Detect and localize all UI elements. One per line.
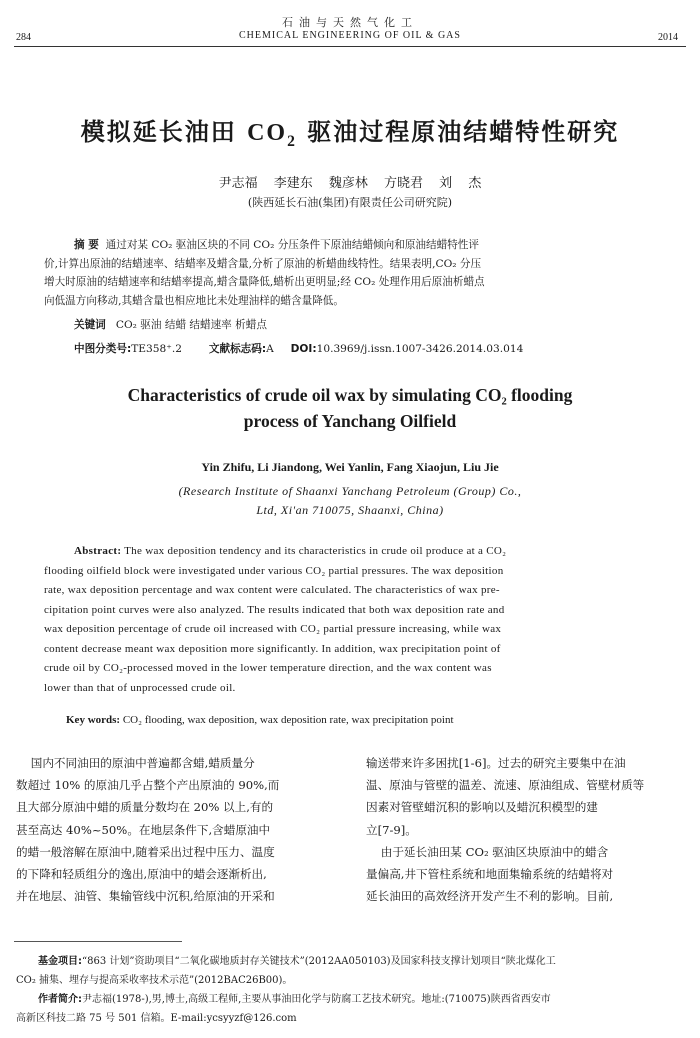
affiliation-en-line1: (Research Institute of Shaanxi Yanchang Petroleum (Group) Co., — [178, 484, 522, 498]
body-left-line: 并在地层、油管、集输管线中沉积,给原油的开采和 — [16, 889, 275, 904]
title-cn-sub: 2 — [287, 132, 297, 150]
abstract-en — [44, 542, 658, 698]
body-right-line: 输送带来许多困扰[1-6]。过去的研究主要集中在油 — [366, 756, 626, 770]
title-cn-part2: 驱油过程原油结蜡特性研究 — [296, 118, 620, 146]
affiliation-en — [0, 482, 700, 520]
abstract-en-line: flooding oilfield block were investigated under various CO₂ partial pressures. The wax deposition — [44, 564, 504, 577]
author-line — [16, 990, 686, 1009]
title-cn-co: CO — [247, 120, 288, 146]
body-right-line: 由于延长油田某 CO₂ 驱油区块原油中的蜡含 — [366, 844, 609, 859]
abstract-cn-line: 增大时原油的结蜡速率和结蜡率提高,蜡含量降低,蜡析出更明显;经 CO₂ 处理作用后原油析蜡点 — [44, 276, 485, 288]
journal-title-en: CHEMICAL ENGINEERING OF OIL & GAS — [239, 30, 461, 41]
doc-code-label: 文献标志码: — [208, 343, 267, 355]
fund-line-2: CO₂ 捕集、埋存与提高采收率技术示范”(2012BAC26B00)。 — [16, 975, 293, 986]
authors-cn: 尹志福 李建东 魏彦林 方晓君 刘 杰 — [218, 176, 482, 191]
abstract-cn-text: 通过对某 CO₂ 驱油区块的不同 CO₂ 分压条件下原油结蜡倾向和原油结蜡特性评 — [105, 239, 479, 251]
body-left-line: 甚至高达 40%~50%。在地层条件下,含蜡原油中 — [16, 822, 271, 837]
abstract-cn — [44, 236, 658, 310]
doi-value: 10.3969/j.issn.1007-3426.2014.03.014 — [316, 343, 524, 355]
footnote-rule — [14, 941, 182, 942]
fund-line — [16, 952, 686, 971]
title-en-line1: Characteristics of crude oil wax by simulating CO₂ flooding — [127, 385, 573, 405]
body-left-line: 国内不同油田的原油中普遍都含蜡,蜡质量分 — [16, 756, 255, 770]
keywords-en-label: Key words: — [66, 714, 121, 726]
keywords-en — [66, 714, 454, 726]
abstract-en-line: crude oil by CO₂-processed moved in the lower temperature direction, and the wax content was — [44, 662, 492, 674]
clc-label: 中图分类号: — [74, 343, 132, 355]
fund-label: 基金项目: — [38, 956, 82, 967]
footnote — [16, 952, 686, 1028]
affiliation-en-line2: Ltd, Xi'an 710075, Shaanxi, China) — [256, 503, 444, 517]
page-number: 284 — [16, 32, 31, 43]
clc-value: TE358⁺.2 — [131, 343, 182, 355]
classification-line — [74, 341, 523, 356]
abstract-cn-line: 价,计算出原油的结蜡速率、结蜡率及蜡含量,分析了原油的析蜡曲线特性。结果表明,CO₂ 分压 — [44, 257, 482, 270]
publication-year: 2014 — [658, 32, 678, 43]
title-en-line2: process of Yanchang Oilfield — [243, 411, 457, 431]
abstract-en-line: rate, wax deposition percentage and wax content were calculated. The characteristics of wax pre- — [44, 584, 500, 596]
body-right-line: 因素对管壁蜡沉积的影响以及蜡沉积模型的建 — [366, 800, 598, 815]
doi-label: DOI: — [290, 343, 317, 355]
abstract-cn-line — [44, 236, 658, 255]
doc-code-value: A — [266, 343, 274, 355]
journal-title-cn: 石油与天然气化工 — [282, 16, 418, 29]
authors-en: Yin Zhifu, Li Jiandong, Wei Yanlin, Fang Xiaojun, Liu Jie — [201, 460, 499, 474]
body-left-line: 的蜡一般溶解在原油中,随着采出过程中压力、温度 — [16, 844, 275, 859]
body-right-line: 温、原油与管壁的温差、流速、原油组成、管壁材质等 — [366, 778, 645, 793]
keywords-cn-text: CO₂ 驱油 结蜡 结蜡速率 析蜡点 — [115, 319, 267, 331]
paper-title-cn — [0, 112, 700, 151]
keywords-cn-label: 关键词 — [74, 319, 106, 331]
keywords-cn — [74, 317, 267, 332]
abstract-en-line: lower than that of unprocessed crude oil. — [44, 681, 236, 694]
abstract-en-line — [44, 542, 658, 562]
title-cn-part1: 模拟延长油田 — [80, 118, 248, 146]
abstract-en-line: cipitation point curves were also analyzed. The results indicated that both wax deposition rate and — [44, 603, 505, 616]
abstract-cn-label: 摘 要 — [74, 239, 99, 251]
author-line-2: 高新区科技二路 75 号 501 信箱。E-mail:ycsyyzf@126.com — [16, 1013, 297, 1024]
abstract-en-text: The wax deposition tendency and its characteristics in crude oil produce at a CO₂ — [124, 545, 507, 557]
body-right-line: 量偏高,井下管柱系统和地面集输系统的结蜡将对 — [366, 867, 614, 882]
header-rule — [14, 46, 686, 47]
keywords-en-text: CO₂ flooding, wax deposition, wax deposition rate, wax precipitation point — [122, 714, 454, 726]
fund-text: “863 计划”资助项目“二氧化碳地质封存关键技术”(2012AA050103)及国家科技支撑计划项目“陕北煤化工 — [82, 956, 556, 967]
abstract-cn-line: 向低温方向移动,其蜡含量也相应地比未处理油样的蜡含量降低。 — [44, 294, 344, 307]
abstract-en-label: Abstract: — [74, 545, 122, 557]
abstract-en-line: wax deposition percentage of crude oil increased with CO₂ partial pressure increasing, while wax — [44, 623, 502, 635]
body-left-line: 的下降和轻质组分的逸出,原油中的蜡会逐渐析出, — [16, 867, 267, 882]
paper-title-en — [0, 382, 700, 434]
affiliation-cn: (陕西延长石油(集团)有限责任公司研究院) — [247, 196, 453, 209]
author-bio-text: 尹志福(1978-),男,博士,高级工程师,主要从事油田化学与防腐工艺技术研究。地址:(710075)陕西省西安市 — [82, 994, 551, 1005]
body-right-line: 立[7-9]。 — [366, 822, 417, 837]
author-bio-label: 作者简介: — [38, 994, 82, 1005]
body-column-left — [16, 752, 336, 907]
body-right-line: 延长油田的高效经济开发产生不利的影响。目前, — [366, 889, 614, 904]
body-left-line: 且大部分原油中蜡的质量分数均在 20% 以上,有的 — [16, 800, 274, 815]
body-column-right — [366, 752, 686, 907]
body-left-line: 数超过 10% 的原油几乎占整个产出原油的 90%,而 — [16, 778, 280, 793]
abstract-en-line: content decrease meant wax deposition more significantly. In addition, wax precipitation point of — [44, 642, 501, 655]
